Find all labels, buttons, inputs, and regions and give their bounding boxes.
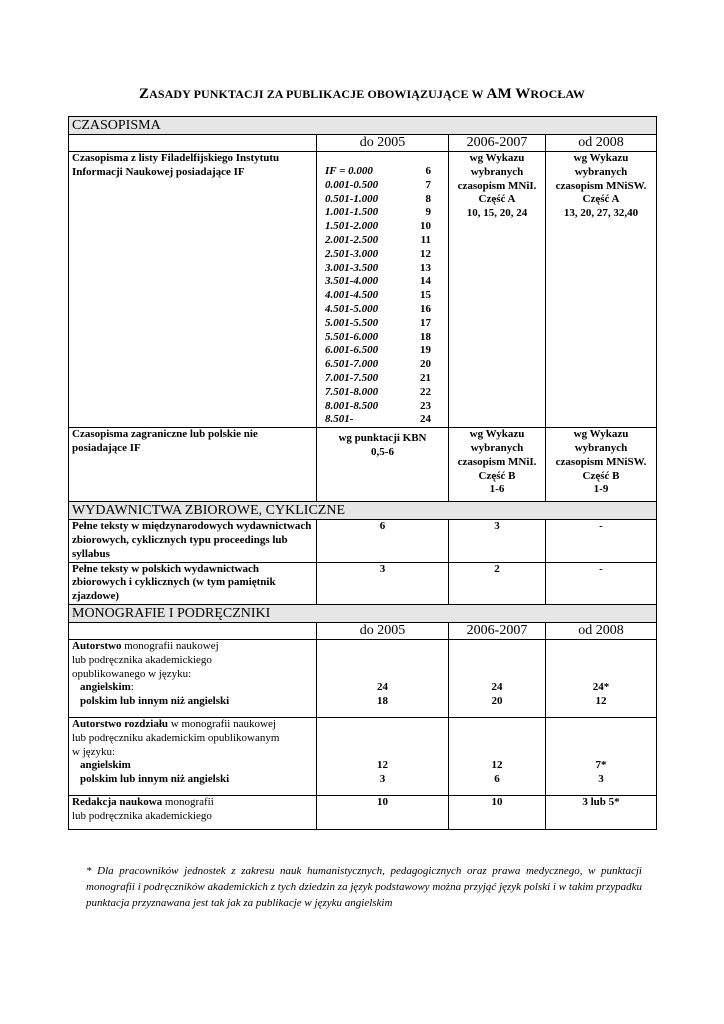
cell-2006-2007: 10 <box>449 795 546 830</box>
cell-od-2008: wg Wykazu wybranych czasopism MNiSW. Część B 1-9 <box>546 428 657 502</box>
table-row <box>69 428 657 502</box>
cell-2006-2007: wg Wykazu wybranych czasopism MNiI. Część A 10, 15, 20, 24 <box>449 152 546 428</box>
col-header: od 2008 <box>546 622 657 639</box>
col-header: do 2005 <box>317 622 449 639</box>
header-row <box>69 622 657 639</box>
row-label: Redakcja naukowa monografii lub podręcznika akademickiego <box>69 795 317 830</box>
col-header: 2006-2007 <box>449 135 546 152</box>
cell-od-2008: 3 lub 5* <box>546 795 657 830</box>
row-label: Autorstwo rozdziału w monografii naukowej lub podręczniku akademickim opublikowanym w języku: angielskim polskim lub innym niż angielski <box>69 717 317 795</box>
row-label: Czasopisma z listy Filadelfijskiego Instytutu Informacji Naukowej posiadające IF <box>69 152 317 428</box>
row-label: Pełne teksty w międzynarodowych wydawnictwach zbiorowych, cyklicznych typu proceedings lub syllabus <box>69 520 317 562</box>
points-table <box>68 116 657 830</box>
cell-do-2005: wg punktacji KBN 0,5-6 <box>317 428 449 502</box>
section-wydawnictwa <box>69 502 657 520</box>
section-title: WYDAWNICTWA ZBIOROWE, CYKLICZNE <box>69 502 657 520</box>
cell-2006-2007: wg Wykazu wybranych czasopism MNiI. Część B 1-6 <box>449 428 546 502</box>
header-row <box>69 135 657 152</box>
section-title: MONOGRAFIE I PODRĘCZNIKI <box>69 604 657 622</box>
cell-od-2008: wg Wykazu wybranych czasopism MNiSW. Część A 13, 20, 27, 32,40 <box>546 152 657 428</box>
cell-od-2008: - <box>546 562 657 604</box>
col-header: 2006-2007 <box>449 622 546 639</box>
row-label: Autorstwo monografii naukowej lub podręcznika akademickiego opublikowanego w języku: angielskim: polskim lub innym niż angielski <box>69 639 317 717</box>
cell-od-2008: 24* 12 <box>546 639 657 717</box>
table-row <box>69 152 657 428</box>
col-header: od 2008 <box>546 135 657 152</box>
cell-2006-2007: 3 <box>449 520 546 562</box>
table-row <box>69 562 657 604</box>
footnote: * Dla pracowników jednostek z zakresu nauk humanistycznych, pedagogicznych oraz prawa medycznego, w punktacji monografii i podręczników akademickich z tych dziedzin za język podstawowy można przyjąć język polski i w takim przypadku punktacja przyznawana jest tak jak za publikacje w języku angielskim <box>86 865 642 909</box>
cell-do-2005: 10 <box>317 795 449 830</box>
table-row <box>69 639 657 717</box>
cell-do-2005: 3 <box>317 562 449 604</box>
cell-do-2005: 12 3 <box>317 717 449 795</box>
cell-2006-2007: 12 6 <box>449 717 546 795</box>
section-title: CZASOPISMA <box>69 117 657 135</box>
cell-od-2008: 7* 3 <box>546 717 657 795</box>
section-monografie <box>69 604 657 622</box>
cell-do-2005: 24 18 <box>317 639 449 717</box>
table-row <box>69 795 657 830</box>
if-list: IF = 0.000 6 0.001-0.500 7 0.501-1.000 8 1.001-1.500 9 1.501-2.000 10 2.001-2.500 11 2.501-3.000 12 3.001-3.500 13 3.501-4.000 14 4.001-4.500 15 4.501-5.000 16 5.001-5.500 17 5.501-6.000 18 6.001-6.500 19 6.501-7.000 20 7.001-7.500 21 7.501-8.000 22 8.001-8.500 23 8.501- 24 <box>317 152 449 428</box>
section-czasopisma <box>69 117 657 135</box>
row-label: Pełne teksty w polskich wydawnictwach zbiorowych i cyklicznych (w tym pamiętnik zjazdowe) <box>69 562 317 604</box>
cell-2006-2007: 24 20 <box>449 639 546 717</box>
cell-2006-2007: 2 <box>449 562 546 604</box>
col-header: do 2005 <box>317 135 449 152</box>
table-row <box>69 520 657 562</box>
page-title: ZASADY PUNKTACJI ZA PUBLIKACJE OBOWIĄZUJĄCE W AM WROCŁAW <box>138 86 586 102</box>
table-row <box>69 717 657 795</box>
cell-do-2005: 6 <box>317 520 449 562</box>
cell-od-2008: - <box>546 520 657 562</box>
row-label: Czasopisma zagraniczne lub polskie nie posiadające IF <box>69 428 317 502</box>
